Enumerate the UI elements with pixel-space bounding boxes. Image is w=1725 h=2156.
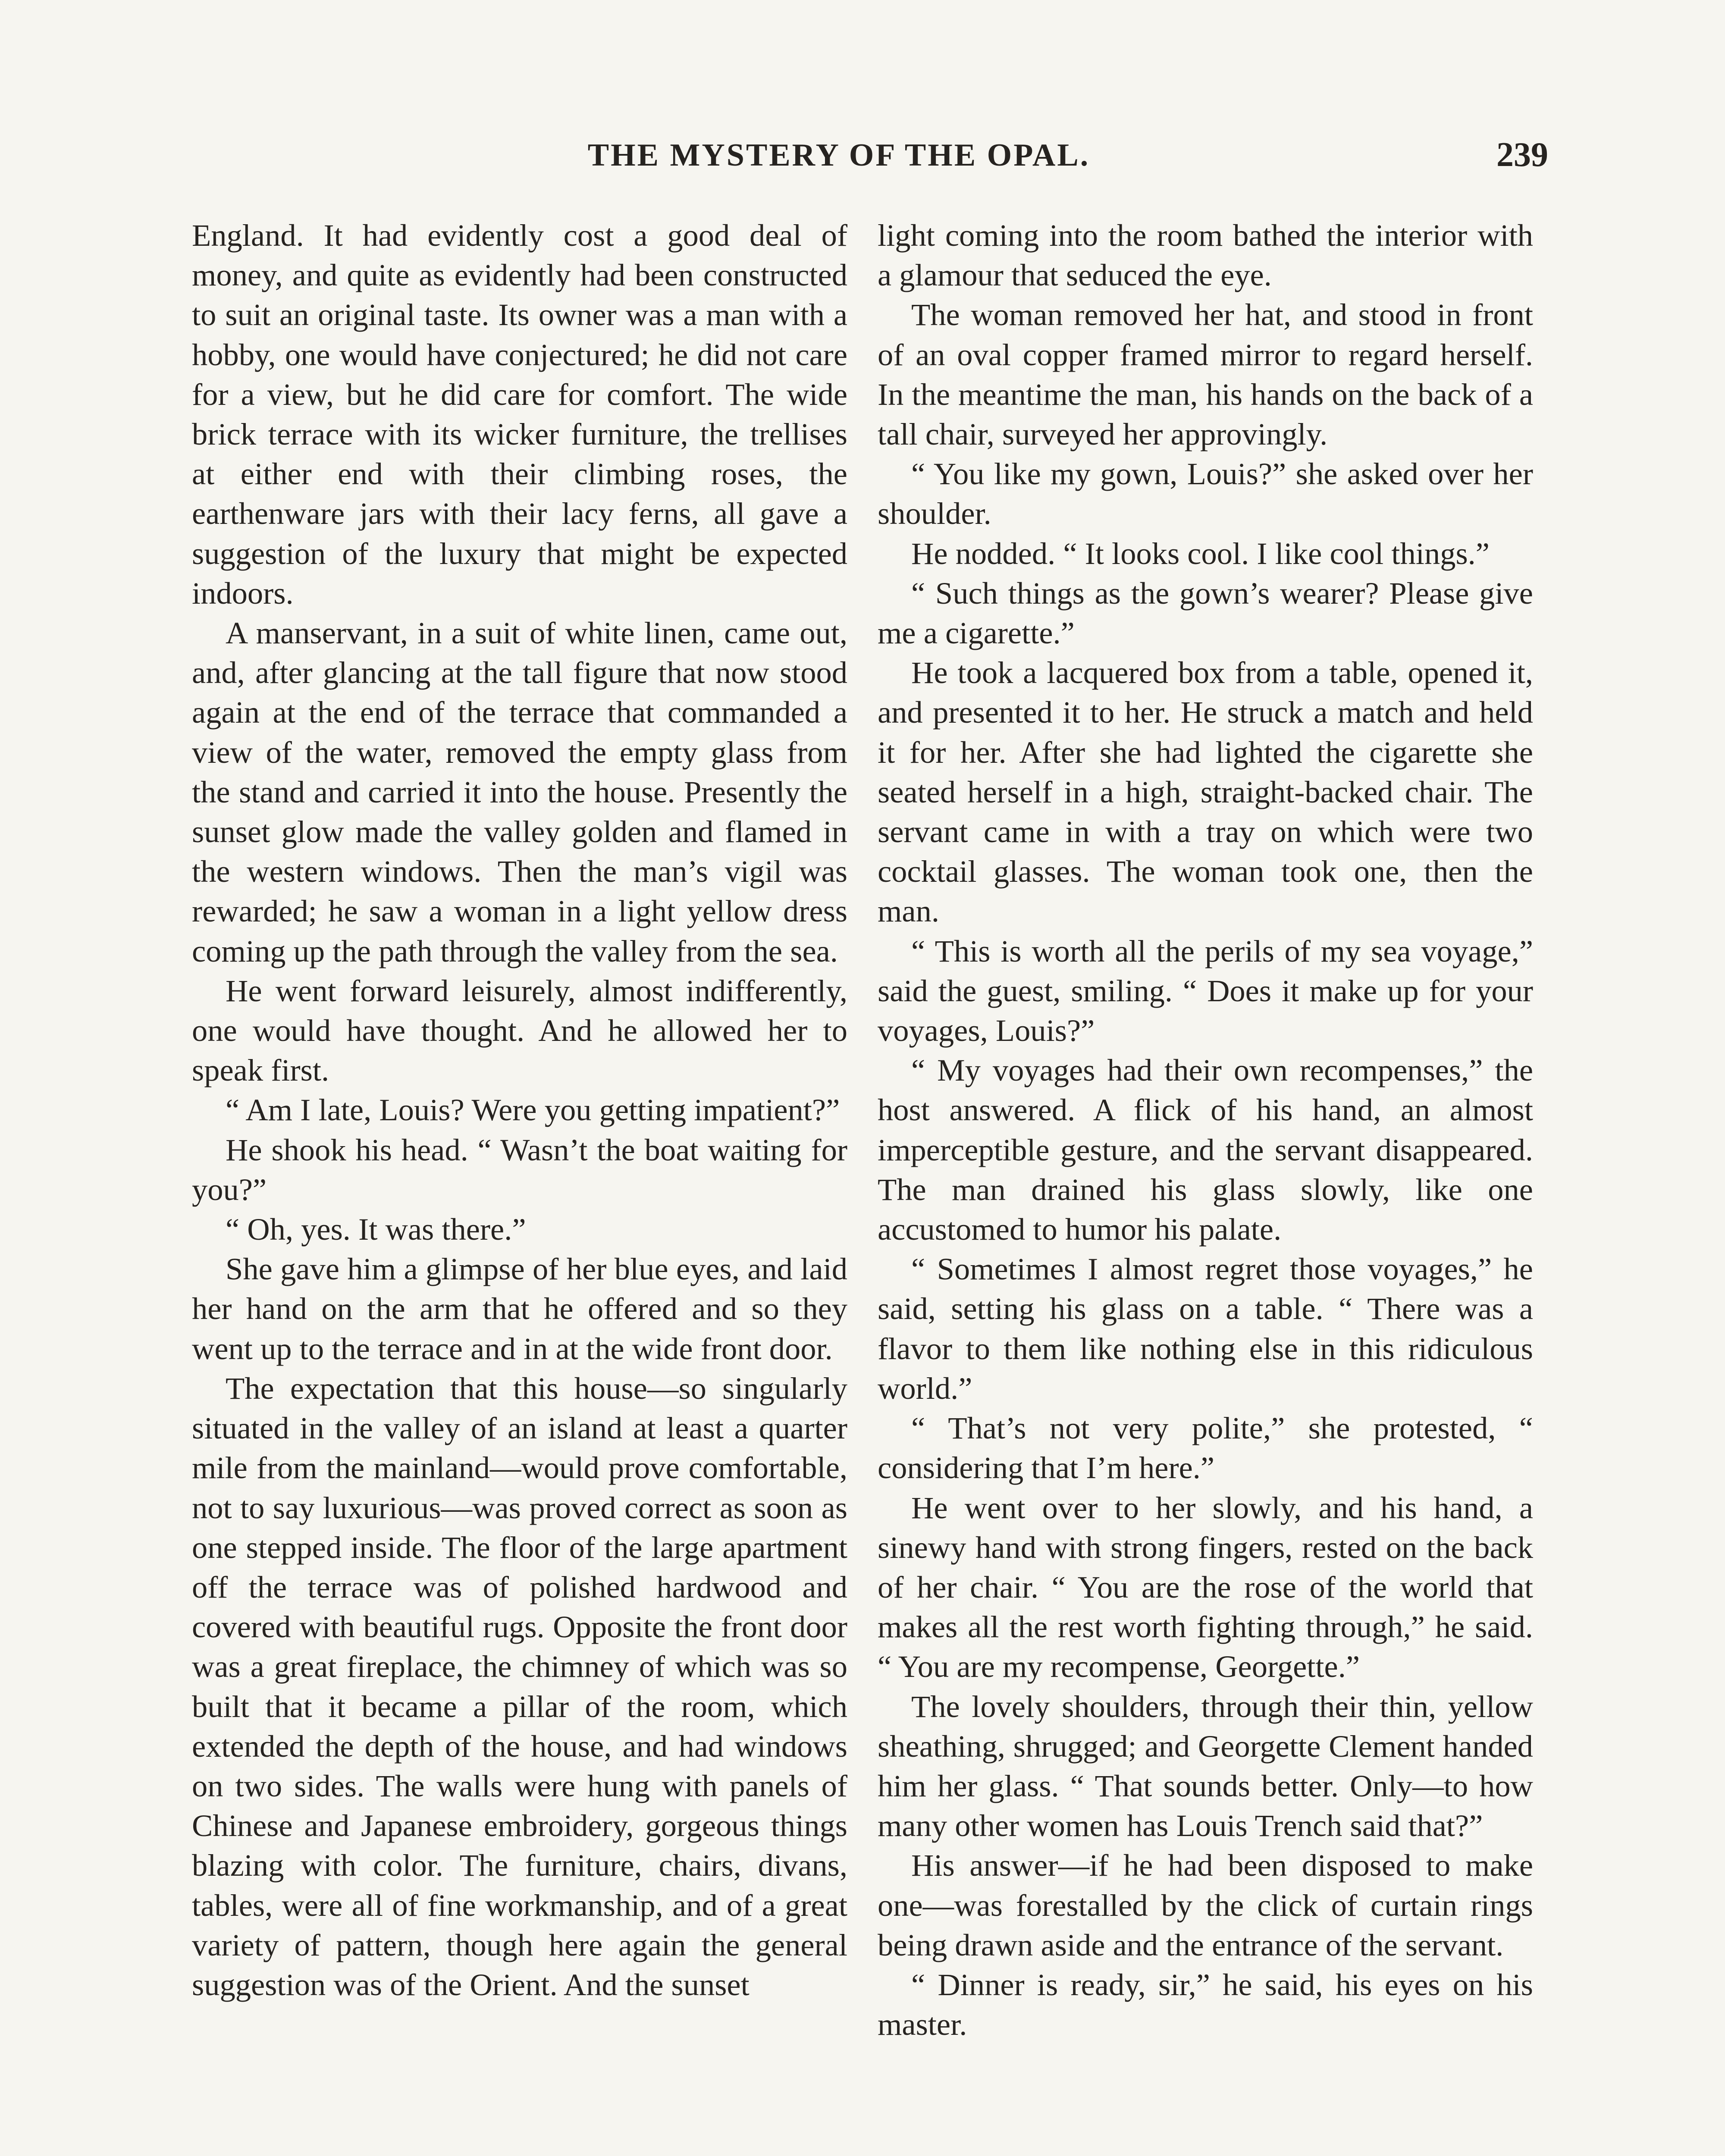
paragraph: He took a lacquered box from a table, opened it, and presented it to her. He struck a match and held it for her. After she had lighted the cigarette she seated herself in a high, straight-backed chair. The servant came in with a tray on which were two cocktail glasses. The woman took one, then the man.	[878, 655, 1533, 929]
paragraph: The woman removed her hat, and stood in front of an oval copper framed mirror to regard herself. In the meantime the man, his hands on the back of a tall chair, surveyed her approvingly.	[878, 297, 1533, 452]
paragraph: “ My voyages had their own recompenses,” the host answered. A flick of his hand, an almost imperceptible gesture, and the servant disappeared. The man drained his glass slowly, like one accustomed to humor his palate.	[878, 1053, 1533, 1247]
paragraph: “ Am I late, Louis? Were you getting impatient?”	[226, 1092, 840, 1128]
paragraph: The lovely shoulders, through their thin, yellow sheathing, shrugged; and Georgette Clement handed him her glass. “ That sounds better. Only—to how many other women has Louis Trench said that?”	[878, 1689, 1533, 1843]
paragraph: “ Such things as the gown’s wearer? Please give me a cigarette.”	[878, 575, 1533, 651]
paragraph: “ This is worth all the perils of my sea voyage,” said the guest, smiling. “ Does it make up for your voyages, Louis?”	[878, 933, 1533, 1048]
paragraph: The expectation that this house—so singularly situated in the valley of an island at least a quarter mile from the mainland—would prove comfortable, not to say luxurious—was proved correct as soon as one stepped inside. The floor of the large apartment off the terrace was of polished hardwood and covered with beautiful rugs. Opposite the front door was a great fireplace, the chimney of which was so built that it became a pillar of the room, which extended the depth of the house, and had windows on two sides. The walls were hung with panels of Chinese and Japanese embroidery, gorgeous things blazing with color. The furniture, chairs, divans, tables, were all of fine workmanship, and of a great variety of pattern, though here again the general suggestion was of the Orient. And the sunset	[192, 1370, 847, 2002]
right-column	[878, 216, 1533, 2044]
paragraph: He went over to her slowly, and his hand, a sinewy hand with strong fingers, rested on the back of her chair. “ You are the rose of the world that makes all the rest worth fighting through,” he said. “ You are my recompense, Georgette.”	[878, 1490, 1533, 1684]
paragraph: “ Oh, yes. It was there.”	[226, 1212, 526, 1247]
paragraph: light coming into the room bathed the interior with a glamour that seduced the eye.	[878, 218, 1533, 293]
paragraph: He went forward leisurely, almost indifferently, one would have thought. And he allowed her to speak first.	[192, 973, 847, 1088]
paragraph: England. It had evidently cost a good deal of money, and quite as evidently had been constructed to suit an original taste. Its owner was a man with a hobby, one would have conjectured; he did not care for a view, but he did care for comfort. The wide brick terrace with its wicker furniture, the trellises at either end with their climbing roses, the earthenware jars with their lacy ferns, all gave a suggestion of the luxury that might be expected indoors.	[192, 218, 847, 611]
paragraph: A manservant, in a suit of white linen, came out, and, after glancing at the tall figure that now stood again at the end of the terrace that commanded a view of the water, removed the empty glass from the stand and carried it into the house. Presently the sunset glow made the valley golden and flamed in the western windows. Then the man’s vigil was rewarded; he saw a woman in a light yellow dress coming up the path through the valley from the sea.	[192, 615, 847, 968]
paragraph: He shook his head. “ Wasn’t the boat waiting for you?”	[192, 1132, 847, 1207]
paragraph: She gave him a glimpse of her blue eyes, and laid her hand on the arm that he offered and so they went up to the terrace and in at the wide front door.	[192, 1251, 847, 1366]
running-title: THE MYSTERY OF THE OPAL.	[587, 138, 1090, 173]
paragraph: “ Dinner is ready, sir,” he said, his eyes on his master.	[878, 1967, 1533, 2042]
running-head	[129, 137, 1548, 189]
left-column	[192, 216, 847, 2005]
paragraph: “ You like my gown, Louis?” she asked over her shoulder.	[878, 456, 1533, 531]
paragraph: He nodded. “ It looks cool. I like cool things.”	[911, 536, 1490, 571]
paragraph: “ That’s not very polite,” she protested, “ considering that I’m here.”	[878, 1410, 1533, 1485]
page-number: 239	[1496, 136, 1548, 174]
paragraph: His answer—if he had been disposed to make one—was forestalled by the click of curtain rings being drawn aside and the entrance of the servant.	[878, 1848, 1533, 1962]
paragraph: “ Sometimes I almost regret those voyages,” he said, setting his glass on a table. “ There was a flavor to them like nothing else in this ridiculous world.”	[878, 1251, 1533, 1406]
